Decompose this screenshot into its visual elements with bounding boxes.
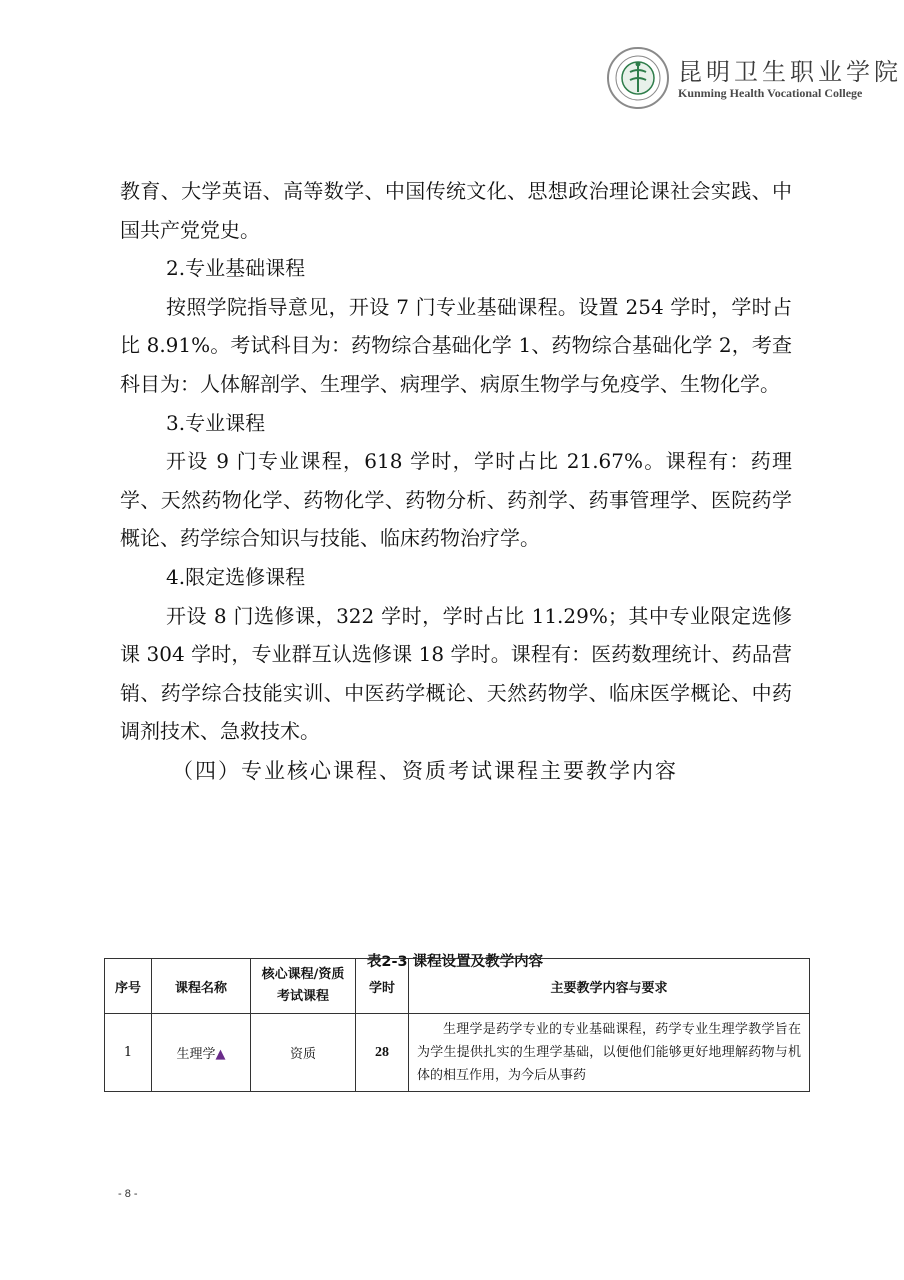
header-no: 序号 [105, 959, 152, 1014]
table-row [105, 1014, 810, 1092]
document-body [120, 172, 792, 791]
table-caption: 表2-3 课程设置及教学内容 [366, 954, 544, 970]
paragraph-professional-basic-courses: 按照学院指导意见，开设 7 门专业基础课程。设置 254 学时，学时占比 8.91%。考试科目为：药物综合基础化学 1、药物综合基础化学 2，考查科目为：人体解剖学、生理学、病理学、病原生物学与免疫学、生物化学。 [120, 294, 792, 396]
page-header [606, 46, 902, 116]
page-number: - 8 - [118, 1188, 138, 1200]
heading-elective-courses: 4.限定选修课程 [166, 564, 306, 589]
table-header-row [105, 959, 810, 1014]
heading-professional-courses: 3.专业课程 [166, 410, 266, 435]
college-logo-icon [606, 46, 670, 110]
cell-content [409, 1014, 810, 1092]
paragraph-professional-courses: 开设 9 门专业课程，618 学时，学时占比 21.67%。课程有：药理学、天然药物化学、药物化学、药物分析、药剂学、药事管理学、医院药学概论、药学综合知识与技能、临床药物治疗学。 [120, 449, 792, 551]
cell-content-text: 生理学是药学专业的专业基础课程，药学专业生理学教学旨在为学生提供扎实的生理学基础，以便他们能够更好地理解药物与机体的相互作用，为今后从事药 [417, 1022, 801, 1083]
paragraph-elective-courses: 开设 8 门选修课，322 学时，学时占比 11.29%；其中专业限定选修课 304 学时，专业群互认选修课 18 学时。课程有：医药数理统计、药品营销、药学综合技能实训、中医药学概论、天然药物学、临床医学概论、中药调剂技术、急救技术。 [120, 603, 792, 744]
header-course-type: 核心课程/资质考试课程 [251, 959, 356, 1014]
cell-no: 1 [105, 1014, 152, 1092]
section-heading-core-courses: （四）专业核心课程、资质考试课程主要教学内容 [172, 758, 678, 783]
paragraph-general-courses-tail: 教育、大学英语、高等数学、中国传统文化、思想政治理论课社会实践、中国共产党党史。 [120, 179, 792, 242]
college-name-cn: 昆明卫生职业学院 [678, 58, 902, 86]
header-hours: 学时 [356, 959, 409, 1014]
header-content: 主要教学内容与要求 [409, 959, 810, 1014]
cell-hours: 28 [356, 1014, 409, 1092]
course-table [104, 958, 810, 1092]
header-course-name: 课程名称 [152, 959, 251, 1014]
course-name-text: 生理学 [176, 1047, 216, 1062]
heading-professional-basic-courses: 2.专业基础课程 [166, 256, 306, 281]
cell-course-name [152, 1014, 251, 1092]
triangle-marker-icon: ▲ [215, 1047, 226, 1062]
college-name-en: Kunming Health Vocational College [678, 86, 863, 100]
cell-course-type: 资质 [251, 1014, 356, 1092]
